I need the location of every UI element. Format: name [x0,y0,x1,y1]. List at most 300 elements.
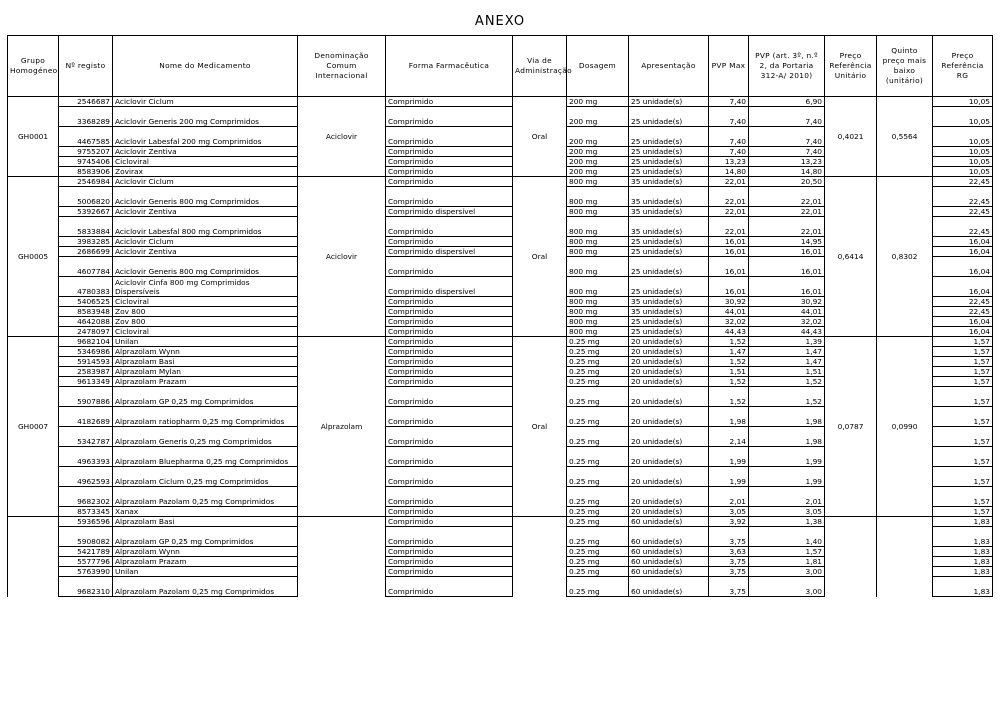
preco-rg-cell: 10,05 [933,107,993,127]
preco-rg-cell: 1,57 [933,347,993,357]
pvp-portaria-cell: 7,40 [749,147,825,157]
apresentacao-cell: 20 unidade(s) [629,427,709,447]
apresentacao-cell: 60 unidade(s) [629,577,709,597]
apresentacao-cell: 60 unidade(s) [629,567,709,577]
pvp-portaria-cell: 22,01 [749,207,825,217]
dosagem-cell: 0.25 mg [567,387,629,407]
forma-cell: Comprimido [386,407,513,427]
col-header-registo: Nº registo [59,36,113,97]
pvp-max-cell: 22,01 [709,217,749,237]
dosagem-cell: 0.25 mg [567,367,629,377]
page-title: ANEXO [474,14,526,29]
medicamento-name-cell: Alprazolam Generis 0,25 mg Comprimidos [113,427,298,447]
registo-cell: 9745406 [59,157,113,167]
registo-cell: 2478097 [59,327,113,337]
dosagem-cell: 0.25 mg [567,567,629,577]
registo-cell: 5577796 [59,557,113,567]
preco-rg-cell: 1,57 [933,507,993,517]
pvp-portaria-cell: 22,01 [749,217,825,237]
registo-cell: 5936596 [59,517,113,527]
preco-rg-cell: 22,45 [933,187,993,207]
pvp-max-cell: 30,92 [709,297,749,307]
pvp-max-cell: 1,52 [709,357,749,367]
pvp-portaria-cell: 16,01 [749,247,825,257]
pvp-portaria-cell: 30,92 [749,297,825,307]
preco-rg-cell: 16,04 [933,277,993,297]
via-cell [513,517,567,597]
dosagem-cell: 200 mg [567,107,629,127]
registo-cell: 2546984 [59,177,113,187]
medicamento-name-cell: Unilan [113,337,298,347]
pvp-max-cell: 32,02 [709,317,749,327]
preco-rg-cell: 16,04 [933,247,993,257]
forma-cell: Comprimido dispersível [386,207,513,217]
dosagem-cell: 0.25 mg [567,527,629,547]
pvp-portaria-cell: 2,01 [749,487,825,507]
medicamento-name-cell: Cicloviral [113,297,298,307]
dci-cell: Aciclovir [298,177,386,337]
registo-cell: 4963393 [59,447,113,467]
dosagem-cell: 800 mg [567,207,629,217]
pvp-portaria-cell: 1,47 [749,347,825,357]
apresentacao-cell: 25 unidade(s) [629,147,709,157]
preco-referencia-cell: 0,4021 [825,97,877,177]
pvp-max-cell: 1,98 [709,407,749,427]
pvp-portaria-cell: 1,38 [749,517,825,527]
apresentacao-cell: 20 unidade(s) [629,367,709,377]
pvp-portaria-cell: 1,99 [749,467,825,487]
pvp-max-cell: 3,05 [709,507,749,517]
registo-cell: 8573345 [59,507,113,517]
preco-referencia-cell [825,517,877,597]
pvp-portaria-cell: 16,01 [749,257,825,277]
apresentacao-cell: 20 unidade(s) [629,467,709,487]
pvp-max-cell: 16,01 [709,237,749,247]
dosagem-cell: 0.25 mg [567,427,629,447]
preco-rg-cell: 1,57 [933,447,993,467]
col-header-forma: Forma Farmacêutica [386,36,513,97]
pvp-portaria-cell: 1,51 [749,367,825,377]
pvp-portaria-cell: 1,98 [749,427,825,447]
medicamento-name-cell: Cicloviral [113,327,298,337]
apresentacao-cell: 35 unidade(s) [629,177,709,187]
header-row [8,36,993,97]
forma-cell: Comprimido [386,387,513,407]
registo-cell: 3368289 [59,107,113,127]
preco-rg-cell: 16,04 [933,237,993,247]
pvp-max-cell: 3,75 [709,567,749,577]
apresentacao-cell: 20 unidade(s) [629,447,709,467]
registo-cell: 4642088 [59,317,113,327]
dosagem-cell: 0.25 mg [567,507,629,517]
apresentacao-cell: 60 unidade(s) [629,517,709,527]
forma-cell: Comprimido [386,507,513,517]
pvp-max-cell: 7,40 [709,147,749,157]
col-header-grupo: Grupo Homogéneo [8,36,59,97]
medicamento-name-cell: Aciclovir Generis 200 mg Comprimidos [113,107,298,127]
registo-cell: 5346986 [59,347,113,357]
forma-cell: Comprimido [386,167,513,177]
apresentacao-cell: 20 unidade(s) [629,377,709,387]
preco-referencia-cell: 0,6414 [825,177,877,337]
pvp-portaria-cell: 22,01 [749,187,825,207]
pvp-max-cell: 3,75 [709,577,749,597]
forma-cell: Comprimido [386,97,513,107]
apresentacao-cell: 25 unidade(s) [629,127,709,147]
medicamento-name-cell: Aciclovir Zentiva [113,247,298,257]
registo-cell: 9682302 [59,487,113,507]
pvp-max-cell: 3,63 [709,547,749,557]
group-code-cell: GH0001 [8,97,59,177]
dosagem-cell: 200 mg [567,97,629,107]
preco-rg-cell: 10,05 [933,97,993,107]
registo-cell: 2546687 [59,97,113,107]
medicamento-name-cell: Zov 800 [113,317,298,327]
apresentacao-cell: 20 unidade(s) [629,357,709,367]
pvp-max-cell: 1,51 [709,367,749,377]
forma-cell: Comprimido [386,377,513,387]
pvp-max-cell: 7,40 [709,127,749,147]
dosagem-cell: 0.25 mg [567,377,629,387]
apresentacao-cell: 35 unidade(s) [629,217,709,237]
preco-rg-cell: 22,45 [933,307,993,317]
dosagem-cell: 0.25 mg [567,577,629,597]
forma-cell: Comprimido [386,237,513,247]
col-header-preco-rg: Preço Referência RG [933,36,993,97]
registo-cell: 5907886 [59,387,113,407]
dosagem-cell: 0.25 mg [567,467,629,487]
dosagem-cell: 800 mg [567,307,629,317]
registo-cell: 4780383 [59,277,113,297]
forma-cell: Comprimido [386,157,513,167]
dosagem-cell: 0.25 mg [567,517,629,527]
medicamento-name-cell: Zovirax [113,167,298,177]
medicamento-name-cell: Aciclovir Zentiva [113,147,298,157]
apresentacao-cell: 20 unidade(s) [629,337,709,347]
col-header-dci: Denominação Comum Internacional [298,36,386,97]
dosagem-cell: 0.25 mg [567,557,629,567]
apresentacao-cell: 25 unidade(s) [629,97,709,107]
pvp-portaria-cell: 14,95 [749,237,825,247]
pvp-portaria-cell: 6,90 [749,97,825,107]
medicamento-name-cell: Alprazolam Bluepharma 0,25 mg Comprimidos [113,447,298,467]
apresentacao-cell: 25 unidade(s) [629,107,709,127]
forma-cell: Comprimido [386,487,513,507]
dosagem-cell: 800 mg [567,277,629,297]
pvp-max-cell: 22,01 [709,177,749,187]
pvp-max-cell: 16,01 [709,247,749,257]
registo-cell: 2583987 [59,367,113,377]
forma-cell: Comprimido [386,447,513,467]
quinto-preco-cell: 0,8302 [877,177,933,337]
dosagem-cell: 0.25 mg [567,357,629,367]
preco-rg-cell: 1,57 [933,357,993,367]
preco-rg-cell: 1,83 [933,527,993,547]
pvp-portaria-cell: 7,40 [749,107,825,127]
registo-cell: 8583948 [59,307,113,317]
pvp-portaria-cell: 14,80 [749,167,825,177]
forma-cell: Comprimido [386,527,513,547]
registo-cell: 9613349 [59,377,113,387]
forma-cell: Comprimido [386,557,513,567]
forma-cell: Comprimido dispersível [386,247,513,257]
forma-cell: Comprimido [386,327,513,337]
preco-rg-cell: 10,05 [933,157,993,167]
forma-cell: Comprimido [386,187,513,207]
forma-cell: Comprimido [386,347,513,357]
forma-cell: Comprimido [386,577,513,597]
preco-rg-cell: 1,57 [933,407,993,427]
dosagem-cell: 200 mg [567,147,629,157]
registo-cell: 5833884 [59,217,113,237]
forma-cell: Comprimido [386,337,513,347]
registo-cell: 5392667 [59,207,113,217]
dosagem-cell: 800 mg [567,217,629,237]
pvp-max-cell: 44,43 [709,327,749,337]
medicamento-name-cell: Aciclovir Ciclum [113,237,298,247]
registo-cell: 5406525 [59,297,113,307]
registo-cell: 5006820 [59,187,113,207]
medicamento-name-cell: Alprazolam Basi [113,357,298,367]
apresentacao-cell: 20 unidade(s) [629,487,709,507]
pvp-max-cell: 1,52 [709,337,749,347]
pvp-max-cell: 3,75 [709,557,749,567]
dci-cell: Alprazolam [298,337,386,517]
pvp-portaria-cell: 1,40 [749,527,825,547]
registo-cell: 5914593 [59,357,113,367]
pvp-portaria-cell: 1,57 [749,547,825,557]
pvp-portaria-cell: 1,47 [749,357,825,367]
col-header-quinto-preco: Quinto preço mais baixo (unitário) [877,36,933,97]
medicamento-name-cell: Alprazolam Mylan [113,367,298,377]
medicamento-name-cell: Aciclovir Generis 800 mg Comprimidos [113,187,298,207]
forma-cell: Comprimido [386,307,513,317]
preco-rg-cell: 10,05 [933,147,993,157]
dosagem-cell: 0.25 mg [567,347,629,357]
medicamento-name-cell: Cicloviral [113,157,298,167]
medicamento-name-cell: Aciclovir Ciclum [113,97,298,107]
pvp-max-cell: 1,52 [709,387,749,407]
preco-rg-cell: 1,57 [933,387,993,407]
preco-rg-cell: 1,83 [933,567,993,577]
pvp-max-cell: 16,01 [709,257,749,277]
table-row [8,517,993,527]
dosagem-cell: 800 mg [567,297,629,307]
medicamento-name-cell: Alprazolam Basi [113,517,298,527]
dosagem-cell: 800 mg [567,317,629,327]
table-row [8,337,993,347]
apresentacao-cell: 20 unidade(s) [629,407,709,427]
pvp-portaria-cell: 13,23 [749,157,825,167]
medicamento-name-cell: Zov 800 [113,307,298,317]
preco-rg-cell: 1,83 [933,517,993,527]
pvp-max-cell: 44,01 [709,307,749,317]
dosagem-cell: 0.25 mg [567,447,629,467]
forma-cell: Comprimido [386,427,513,447]
via-cell: Oral [513,177,567,337]
preco-rg-cell: 1,57 [933,337,993,347]
preco-rg-cell: 16,04 [933,327,993,337]
pvp-max-cell: 22,01 [709,187,749,207]
medicamento-name-cell: Xanax [113,507,298,517]
forma-cell: Comprimido [386,147,513,157]
registo-cell: 9755207 [59,147,113,157]
pvp-max-cell: 7,40 [709,107,749,127]
registo-cell: 5342787 [59,427,113,447]
forma-cell: Comprimido [386,367,513,377]
col-header-apresentacao: Apresentação [629,36,709,97]
registo-cell: 8583906 [59,167,113,177]
dosagem-cell: 200 mg [567,127,629,147]
col-header-preco-referencia: Preço Referência Unitário [825,36,877,97]
group-code-cell: GH0007 [8,337,59,517]
registo-cell: 4467585 [59,127,113,147]
medicamento-name-cell: Alprazolam Prazam [113,377,298,387]
preco-rg-cell: 1,57 [933,367,993,377]
pvp-max-cell: 22,01 [709,207,749,217]
forma-cell: Comprimido [386,257,513,277]
preco-rg-cell: 16,04 [933,317,993,327]
registo-cell: 5908082 [59,527,113,547]
pvp-max-cell: 7,40 [709,97,749,107]
apresentacao-cell: 25 unidade(s) [629,327,709,337]
preco-referencia-cell: 0,0787 [825,337,877,517]
dosagem-cell: 800 mg [567,327,629,337]
pvp-portaria-cell: 3,00 [749,567,825,577]
pvp-max-cell: 2,14 [709,427,749,447]
quinto-preco-cell: 0,5564 [877,97,933,177]
registo-cell: 3983285 [59,237,113,247]
apresentacao-cell: 60 unidade(s) [629,547,709,557]
pvp-portaria-cell: 1,52 [749,387,825,407]
medicamento-name-cell: Alprazolam ratiopharm 0,25 mg Comprimidos [113,407,298,427]
col-header-pvp-max: PVP Max [709,36,749,97]
forma-cell: Comprimido dispersível [386,277,513,297]
medicamento-name-cell: Aciclovir Ciclum [113,177,298,187]
preco-rg-cell: 1,57 [933,427,993,447]
preco-rg-cell: 22,45 [933,217,993,237]
pvp-max-cell: 2,01 [709,487,749,507]
dosagem-cell: 800 mg [567,257,629,277]
forma-cell: Comprimido [386,567,513,577]
col-header-dosagem: Dosagem [567,36,629,97]
dci-cell [298,517,386,597]
preco-rg-cell: 10,05 [933,167,993,177]
medicamento-name-cell: Aciclovir Generis 800 mg Comprimidos [113,257,298,277]
pvp-max-cell: 1,47 [709,347,749,357]
dosagem-cell: 800 mg [567,177,629,187]
apresentacao-cell: 35 unidade(s) [629,207,709,217]
pvp-portaria-cell: 1,98 [749,407,825,427]
dosagem-cell: 0.25 mg [567,337,629,347]
pvp-portaria-cell: 1,39 [749,337,825,347]
registo-cell: 4607784 [59,257,113,277]
apresentacao-cell: 25 unidade(s) [629,167,709,177]
registo-cell: 5763990 [59,567,113,577]
pvp-portaria-cell: 1,99 [749,447,825,467]
preco-rg-cell: 1,57 [933,467,993,487]
medicamento-name-cell: Aciclovir Zentiva [113,207,298,217]
medicamento-name-cell: Aciclovir Labesfal 800 mg Comprimidos [113,217,298,237]
medicamento-name-cell: Alprazolam GP 0,25 mg Comprimidos [113,527,298,547]
forma-cell: Comprimido [386,547,513,557]
pvp-portaria-cell: 3,05 [749,507,825,517]
forma-cell: Comprimido [386,357,513,367]
medicamento-name-cell: Alprazolam Prazam [113,557,298,567]
pvp-max-cell: 1,99 [709,467,749,487]
preco-rg-cell: 16,04 [933,257,993,277]
forma-cell: Comprimido [386,217,513,237]
forma-cell: Comprimido [386,107,513,127]
apresentacao-cell: 25 unidade(s) [629,247,709,257]
apresentacao-cell: 20 unidade(s) [629,387,709,407]
registo-cell: 9682310 [59,577,113,597]
via-cell: Oral [513,337,567,517]
group-code-cell [8,517,59,597]
medicamento-name-cell: Alprazolam Pazolam 0,25 mg Comprimidos [113,487,298,507]
pvp-portaria-cell: 32,02 [749,317,825,327]
forma-cell: Comprimido [386,177,513,187]
col-header-pvp-portaria: PVP (art. 3º, n.º 2, da Portaria 312-A/ 2010) [749,36,825,97]
pvp-portaria-cell: 1,81 [749,557,825,567]
medicamento-name-cell: Alprazolam Wynn [113,347,298,357]
pvp-max-cell: 14,80 [709,167,749,177]
preco-rg-cell: 1,83 [933,577,993,597]
pvp-portaria-cell: 7,40 [749,127,825,147]
medicamento-name-cell: Alprazolam GP 0,25 mg Comprimidos [113,387,298,407]
pvp-portaria-cell: 44,43 [749,327,825,337]
dosagem-cell: 0.25 mg [567,407,629,427]
table-row [8,177,993,187]
dosagem-cell: 800 mg [567,187,629,207]
apresentacao-cell: 35 unidade(s) [629,297,709,307]
preco-rg-cell: 1,83 [933,547,993,557]
medicamento-name-cell: Aciclovir Labesfal 200 mg Comprimidos [113,127,298,147]
forma-cell: Comprimido [386,317,513,327]
preco-rg-cell: 1,57 [933,377,993,387]
quinto-preco-cell [877,517,933,597]
apresentacao-cell: 60 unidade(s) [629,527,709,547]
pvp-portaria-cell: 44,01 [749,307,825,317]
preco-rg-cell: 1,83 [933,557,993,567]
medicamento-name-cell: Alprazolam Wynn [113,547,298,557]
col-header-via: Via de Administração [513,36,567,97]
table-body [8,97,993,597]
dci-cell: Aciclovir [298,97,386,177]
dosagem-cell: 800 mg [567,237,629,247]
col-header-nome: Nome do Medicamento [113,36,298,97]
pvp-max-cell: 1,52 [709,377,749,387]
dosagem-cell: 0.25 mg [567,547,629,557]
apresentacao-cell: 35 unidade(s) [629,187,709,207]
apresentacao-cell: 25 unidade(s) [629,257,709,277]
pvp-portaria-cell: 1,52 [749,377,825,387]
forma-cell: Comprimido [386,517,513,527]
quinto-preco-cell: 0,0990 [877,337,933,517]
via-cell: Oral [513,97,567,177]
medicamento-name-cell: Aciclovir Cinfa 800 mg Comprimidos Dispersíveis [113,277,298,297]
apresentacao-cell: 25 unidade(s) [629,157,709,167]
medicamento-name-cell: Alprazolam Pazolam 0,25 mg Comprimidos [113,577,298,597]
apresentacao-cell: 20 unidade(s) [629,507,709,517]
dosagem-cell: 200 mg [567,157,629,167]
preco-rg-cell: 1,57 [933,487,993,507]
preco-rg-cell: 22,45 [933,177,993,187]
preco-rg-cell: 10,05 [933,127,993,147]
apresentacao-cell: 25 unidade(s) [629,317,709,327]
registo-cell: 4962593 [59,467,113,487]
forma-cell: Comprimido [386,467,513,487]
